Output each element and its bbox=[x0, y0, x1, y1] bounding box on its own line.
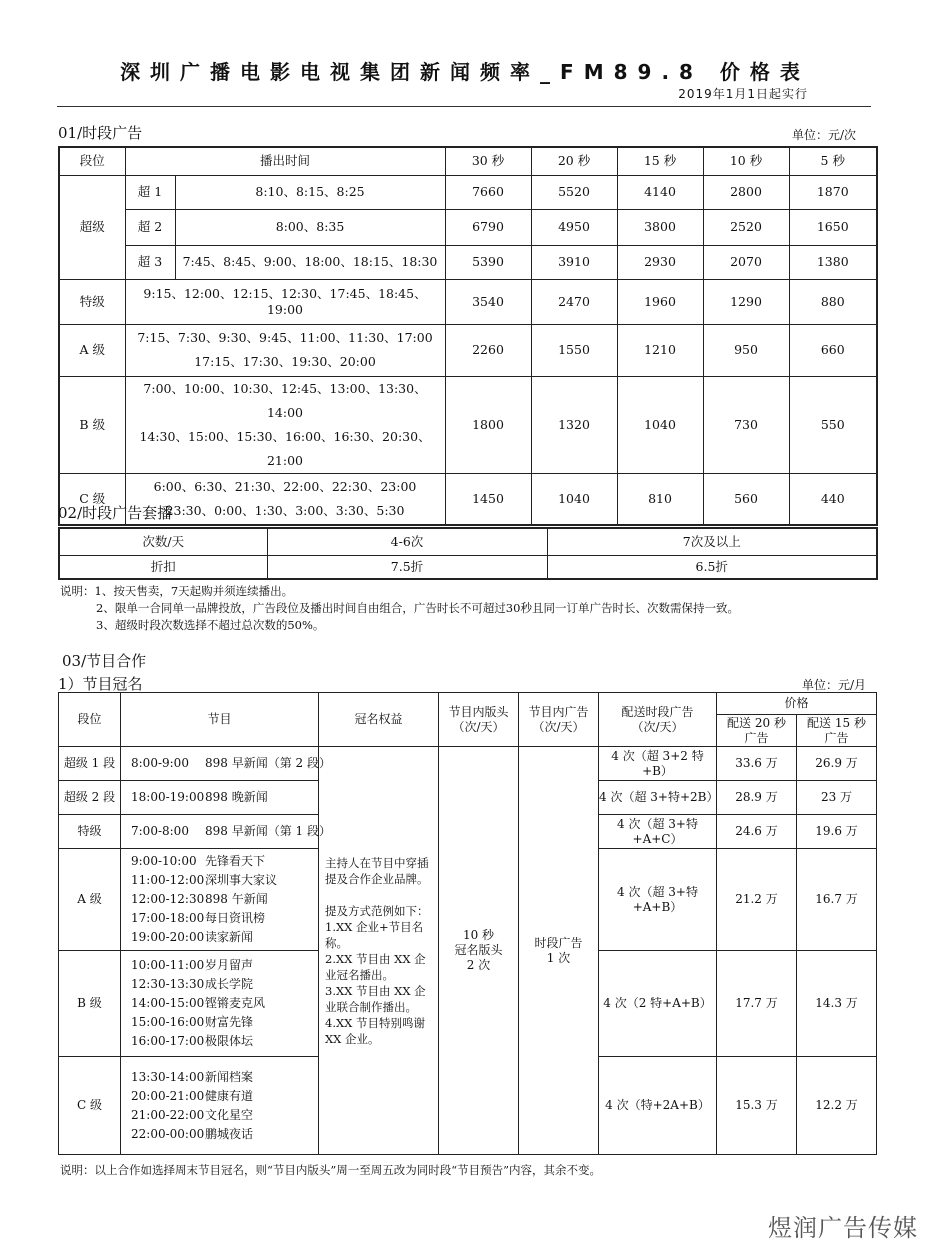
price-cell: 12.2 万 bbox=[797, 1057, 877, 1155]
price-cell: 730 bbox=[703, 376, 789, 473]
inad-cell bbox=[519, 747, 599, 1155]
program-line bbox=[131, 852, 318, 871]
watermark-text: 煜润广告传媒 bbox=[768, 1214, 918, 1242]
bonus-cell: 4 次（特+2A+B） bbox=[599, 1057, 717, 1155]
time-line: 23:30、0:00、1:30、3:00、3:30、5:30 bbox=[165, 502, 405, 518]
program-time: 17:00-18:00 bbox=[131, 911, 205, 925]
program-cell bbox=[121, 1057, 319, 1155]
program-line bbox=[131, 890, 318, 909]
time-line: 7:00、10:00、10:30、12:45、13:00、13:30、14:00 bbox=[143, 380, 427, 420]
header-line: 配送 20 秒 bbox=[727, 715, 786, 730]
rights-line: 2.XX 节目由 XX 企业冠名播出。 bbox=[325, 951, 426, 982]
price-cell: 1320 bbox=[531, 376, 617, 473]
price-cell: 660 bbox=[789, 324, 877, 376]
price-cell: 7660 bbox=[445, 175, 531, 209]
program-time: 13:30-14:00 bbox=[131, 1069, 205, 1084]
program-name: 898 午新闻 bbox=[205, 892, 268, 906]
program-time: 7:00-8:00 bbox=[131, 824, 189, 838]
header-cell bbox=[797, 715, 877, 747]
table-row bbox=[59, 209, 877, 245]
header-line: 配送 15 秒 bbox=[807, 715, 866, 730]
price-cell: 1380 bbox=[789, 245, 877, 279]
program-name: 健康有道 bbox=[205, 1088, 254, 1103]
price-cell: 2930 bbox=[617, 245, 703, 279]
price-cell: 5520 bbox=[531, 175, 617, 209]
rights-line: 提及方式范例如下： bbox=[325, 903, 429, 918]
sub-level-cell: 超 3 bbox=[125, 245, 175, 279]
price-cell: 28.9 万 bbox=[717, 781, 797, 815]
program-line bbox=[131, 1013, 318, 1032]
level-cell: C 级 bbox=[59, 1057, 121, 1155]
price-cell: 14.3 万 bbox=[797, 951, 877, 1057]
price-cell: 26.9 万 bbox=[797, 747, 877, 781]
program-sponsorship-table bbox=[58, 692, 877, 1155]
table-cell: 7.5折 bbox=[267, 555, 547, 579]
program-name: 898 早新闻（第 1 段） bbox=[205, 824, 331, 838]
price-cell: 2470 bbox=[531, 279, 617, 324]
header-cell bbox=[519, 693, 599, 747]
time-cell: 9:15、12:00、12:15、12:30、17:45、18:45、19:00 bbox=[125, 279, 445, 324]
package-note-2: 2、限单一合同单一品牌投放，广告段位及播出时间自由组合，广告时长不可超过30秒且同一订单广告时长、次数需保持一致。 bbox=[96, 601, 739, 615]
program-name: 读家新闻 bbox=[205, 930, 254, 944]
price-cell: 1870 bbox=[789, 175, 877, 209]
price-cell: 1450 bbox=[445, 473, 531, 525]
time-slot-price-table bbox=[58, 146, 878, 526]
program-time: 11:00-12:00 bbox=[131, 873, 205, 887]
table-row bbox=[59, 376, 877, 473]
header-line: 节目内广告 bbox=[528, 704, 589, 719]
intro-line: 冠名版头 bbox=[454, 943, 503, 957]
header-line: （次/天） bbox=[532, 719, 585, 734]
price-cell: 4950 bbox=[531, 209, 617, 245]
level-cell: 特级 bbox=[59, 279, 125, 324]
price-cell: 1210 bbox=[617, 324, 703, 376]
program-cell bbox=[121, 781, 319, 815]
header-line: 节目内版头 bbox=[448, 704, 509, 719]
section3-title: 03/节目合作 bbox=[62, 652, 147, 670]
program-time: 21:00-22:00 bbox=[131, 1107, 205, 1122]
price-cell: 4140 bbox=[617, 175, 703, 209]
time-cell bbox=[125, 324, 445, 376]
price-cell: 1550 bbox=[531, 324, 617, 376]
package-note-3: 3、超级时段次数选择不超过总次数的50%。 bbox=[96, 618, 325, 632]
header-line: 配送时段广告 bbox=[621, 704, 694, 719]
program-name: 每日资讯榜 bbox=[205, 911, 266, 925]
price-cell: 16.7 万 bbox=[797, 849, 877, 951]
program-time: 14:00-15:00 bbox=[131, 996, 205, 1010]
price-cell: 3540 bbox=[445, 279, 531, 324]
inad-line: 时段广告 bbox=[534, 935, 583, 950]
table-header-row bbox=[59, 693, 877, 715]
program-line bbox=[131, 1106, 318, 1125]
program-name: 岁月留声 bbox=[205, 958, 254, 972]
section2-title: 02/时段广告套播 bbox=[58, 504, 173, 522]
package-discount-table bbox=[58, 527, 878, 580]
price-cell: 3910 bbox=[531, 245, 617, 279]
program-cell bbox=[121, 849, 319, 951]
price-cell: 2520 bbox=[703, 209, 789, 245]
effective-date: 2019年1月1日起实行 bbox=[678, 87, 808, 101]
price-cell: 19.6 万 bbox=[797, 815, 877, 849]
level-cell: 特级 bbox=[59, 815, 121, 849]
intro-cell bbox=[439, 747, 519, 1155]
level-cell: A 级 bbox=[59, 324, 125, 376]
price-cell: 1290 bbox=[703, 279, 789, 324]
program-line bbox=[131, 994, 318, 1013]
price-cell: 15.3 万 bbox=[717, 1057, 797, 1155]
level-cell: C 级 bbox=[59, 473, 125, 525]
program-time: 22:00-00:00 bbox=[131, 1126, 205, 1141]
time-line: 7:15、7:30、9:30、9:45、11:00、11:30、17:00 bbox=[137, 330, 433, 345]
time-cell: 8:00、8:35 bbox=[175, 209, 445, 245]
program-line bbox=[131, 928, 318, 947]
price-cell: 2800 bbox=[703, 175, 789, 209]
price-cell: 1650 bbox=[789, 209, 877, 245]
program-name: 财富先锋 bbox=[205, 1015, 254, 1029]
sponsorship-note: 说明：以上合作如选择周末节目冠名，则“节目内版头”周一至周五改为同时段“节目预告”内容，其余不变。 bbox=[60, 1163, 602, 1177]
time-line: 14:30、15:00、15:30、16:00、16:30、20:30、21:00 bbox=[139, 428, 431, 468]
table-cell: 折扣 bbox=[59, 555, 267, 579]
program-time: 10:00-11:00 bbox=[131, 958, 205, 972]
header-cell: 段位 bbox=[59, 147, 125, 175]
program-name: 鹏城夜话 bbox=[205, 1126, 254, 1141]
price-cell: 880 bbox=[789, 279, 877, 324]
table-cell: 6.5折 bbox=[547, 555, 877, 579]
bonus-cell: 4 次（超 3+特+A+C） bbox=[599, 815, 717, 849]
program-name: 先锋看天下 bbox=[205, 854, 266, 868]
program-name: 新闻档案 bbox=[205, 1069, 254, 1084]
price-cell: 24.6 万 bbox=[717, 815, 797, 849]
table-row bbox=[59, 175, 877, 209]
price-cell: 5390 bbox=[445, 245, 531, 279]
page-title: 深圳广播电影电视集团新闻频率_FM89.8 价格表 bbox=[120, 60, 810, 84]
table-cell: 次数/天 bbox=[59, 528, 267, 555]
program-line bbox=[131, 1068, 318, 1087]
table-cell: 4-6次 bbox=[267, 528, 547, 555]
level-cell: B 级 bbox=[59, 951, 121, 1057]
price-cell: 2260 bbox=[445, 324, 531, 376]
rights-cell bbox=[319, 747, 439, 1155]
header-cell: 价格 bbox=[717, 693, 877, 715]
price-cell: 560 bbox=[703, 473, 789, 525]
price-cell: 2070 bbox=[703, 245, 789, 279]
time-cell bbox=[125, 473, 445, 525]
section1-title: 01/时段广告 bbox=[58, 124, 143, 142]
table-cell: 7次及以上 bbox=[547, 528, 877, 555]
program-line bbox=[131, 956, 318, 975]
level-cell: B 级 bbox=[59, 376, 125, 473]
bonus-cell: 4 次（超 3+特+2B） bbox=[599, 781, 717, 815]
price-cell: 950 bbox=[703, 324, 789, 376]
header-cell: 播出时间 bbox=[125, 147, 445, 175]
price-cell: 1040 bbox=[617, 376, 703, 473]
bonus-cell: 4 次（超 3+2 特+B） bbox=[599, 747, 717, 781]
rights-line: 4.XX 节目特别鸣谢 XX 企业。 bbox=[325, 1015, 426, 1046]
rights-line bbox=[325, 887, 432, 903]
time-line: 17:15、17:30、19:30、20:00 bbox=[194, 354, 376, 369]
section1-unit: 单位：元/次 bbox=[792, 128, 857, 142]
level-cell: 超级 2 段 bbox=[59, 781, 121, 815]
header-cell: 冠名权益 bbox=[319, 693, 439, 747]
program-time: 20:00-21:00 bbox=[131, 1088, 205, 1103]
program-time: 8:00-9:00 bbox=[131, 756, 189, 770]
program-name: 深圳事大家议 bbox=[205, 873, 278, 887]
program-line bbox=[131, 871, 318, 890]
inad-line: 1 次 bbox=[546, 950, 571, 965]
program-cell bbox=[121, 815, 331, 849]
program-name: 898 晚新闻 bbox=[205, 790, 268, 804]
level-cell: A 级 bbox=[59, 849, 121, 951]
section3-unit: 单位：元/月 bbox=[802, 678, 867, 692]
table-header-row bbox=[59, 147, 877, 175]
program-line bbox=[131, 754, 331, 773]
bonus-cell: 4 次（超 3+特+A+B） bbox=[599, 849, 717, 951]
price-cell: 810 bbox=[617, 473, 703, 525]
bonus-cell: 4 次（2 特+A+B） bbox=[599, 951, 717, 1057]
intro-line: 2 次 bbox=[466, 958, 491, 972]
price-cell: 17.7 万 bbox=[717, 951, 797, 1057]
time-line: 6:00、6:30、21:30、22:00、22:30、23:00 bbox=[153, 478, 417, 494]
price-cell: 1040 bbox=[531, 473, 617, 525]
program-time: 12:30-13:30 bbox=[131, 977, 205, 991]
rights-line: 3.XX 节目由 XX 企业联合制作播出。 bbox=[325, 983, 426, 1014]
header-cell: 20 秒 bbox=[531, 147, 617, 175]
program-line bbox=[131, 1125, 318, 1144]
program-time: 12:00-12:30 bbox=[131, 892, 205, 906]
program-line bbox=[131, 1087, 318, 1106]
rights-line: 主持人在节目中穿插提及合作企业品牌。 bbox=[325, 855, 429, 886]
header-cell bbox=[599, 693, 717, 747]
section3-subtitle: 1）节目冠名 bbox=[58, 675, 143, 693]
table-row bbox=[59, 245, 877, 279]
sub-level-cell: 超 2 bbox=[125, 209, 175, 245]
header-line: （次/天） bbox=[452, 719, 505, 734]
price-cell: 6790 bbox=[445, 209, 531, 245]
price-cell: 1960 bbox=[617, 279, 703, 324]
sub-level-cell: 超 1 bbox=[125, 175, 175, 209]
header-cell bbox=[717, 715, 797, 747]
program-name: 文化星空 bbox=[205, 1107, 254, 1122]
program-cell bbox=[121, 951, 319, 1057]
table-row bbox=[59, 555, 877, 579]
level-cell: 超级 bbox=[59, 175, 125, 279]
program-name: 铿锵麦克风 bbox=[205, 996, 266, 1010]
header-cell: 30 秒 bbox=[445, 147, 531, 175]
header-line: 广告 bbox=[744, 730, 769, 745]
program-line bbox=[131, 1032, 318, 1051]
header-line: 广告 bbox=[824, 730, 849, 745]
price-cell: 23 万 bbox=[797, 781, 877, 815]
header-cell: 段位 bbox=[59, 693, 121, 747]
program-name: 898 早新闻（第 2 段） bbox=[205, 756, 331, 770]
table-row bbox=[59, 279, 877, 324]
program-name: 极限体坛 bbox=[205, 1034, 254, 1048]
program-line bbox=[131, 788, 318, 807]
price-cell: 1800 bbox=[445, 376, 531, 473]
header-cell bbox=[439, 693, 519, 747]
price-cell: 21.2 万 bbox=[717, 849, 797, 951]
program-line bbox=[131, 975, 318, 994]
header-line: （次/天） bbox=[631, 719, 684, 734]
program-time: 19:00-20:00 bbox=[131, 930, 205, 944]
header-cell: 15 秒 bbox=[617, 147, 703, 175]
program-name: 成长学院 bbox=[205, 977, 254, 991]
program-time: 15:00-16:00 bbox=[131, 1015, 205, 1029]
price-cell: 550 bbox=[789, 376, 877, 473]
price-cell: 33.6 万 bbox=[717, 747, 797, 781]
time-cell: 8:10、8:15、8:25 bbox=[175, 175, 445, 209]
table-row bbox=[59, 747, 877, 781]
program-time: 9:00-10:00 bbox=[131, 854, 197, 868]
header-cell: 节目 bbox=[121, 693, 319, 747]
program-time: 18:00-19:00 bbox=[131, 790, 205, 804]
header-cell: 5 秒 bbox=[789, 147, 877, 175]
header-divider bbox=[57, 106, 871, 107]
intro-line: 10 秒 bbox=[462, 928, 495, 942]
program-cell bbox=[121, 747, 331, 781]
price-cell: 3800 bbox=[617, 209, 703, 245]
header-cell: 10 秒 bbox=[703, 147, 789, 175]
time-cell: 7:45、8:45、9:00、18:00、18:15、18:30 bbox=[175, 245, 445, 279]
table-row bbox=[59, 473, 877, 525]
table-row bbox=[59, 528, 877, 555]
program-time: 16:00-17:00 bbox=[131, 1034, 205, 1048]
package-note-1: 说明：1、按天售卖，7天起购并须连续播出。 bbox=[60, 584, 294, 598]
time-cell bbox=[125, 376, 445, 473]
table-row bbox=[59, 324, 877, 376]
program-line bbox=[131, 909, 318, 928]
program-line bbox=[131, 822, 331, 841]
price-cell: 440 bbox=[789, 473, 877, 525]
level-cell: 超级 1 段 bbox=[59, 747, 121, 781]
rights-line: 1.XX 企业+节目名称。 bbox=[325, 919, 424, 950]
